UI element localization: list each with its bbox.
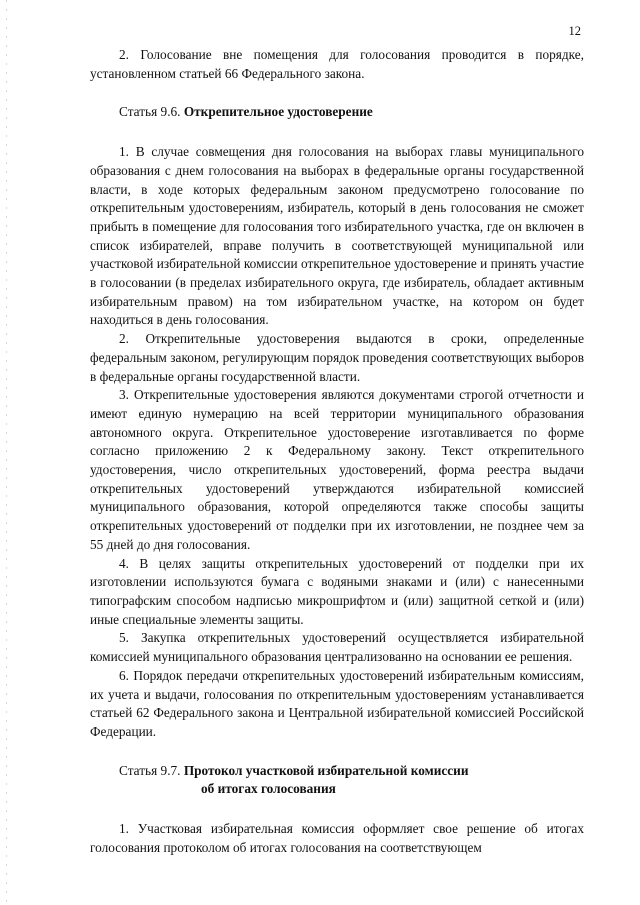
article-9-7-prefix: Статья 9.7. bbox=[119, 762, 184, 778]
article-9-7-title-line2: об итогах голосования bbox=[201, 781, 336, 797]
article-9-7-title-line1: Протокол участковой избирательной комиссии bbox=[183, 762, 469, 778]
article-9-6-paragraph-3: 3. Открепительные удостоверения являются документами строгой отчетности и имеют единую нумерацию на всей территории муниципального образования автономного округа. Открепительное удостоверение изготавливается по форме согласно приложению 2 к Федеральному закону. Текст открепительного удостоверения, число открепительных удостоверений, форма реестра выдачи открепительных удостоверений утверждаются избирательной комиссией муниципального образования, которой определяются также способы защиты открепительных удостоверений от подделки при их изготовлении, не позднее чем за 55 дней до дня голосования. bbox=[90, 387, 584, 552]
article-9-7-paragraph-1: 1. Участковая избирательная комиссия оформляет свое решение об итогах голосования протоколом об итогах голосования на соответствующем bbox=[90, 821, 584, 855]
article-9-6-paragraph-5: 5. Закупка открепительных удостоверений осуществляется избирательной комиссией муниципального образования централизованно на основании ее решения. bbox=[90, 630, 584, 665]
article-9-6-paragraph-2: 2. Открепительные удостоверения выдаются в сроки, определенные федеральным законом, регулирующим порядок проведения соответствующих выборов в федеральные органы государственной власти. bbox=[90, 331, 584, 384]
article-9-6-prefix: Статья 9.6. bbox=[119, 104, 184, 120]
document-body bbox=[90, 46, 584, 857]
article-9-6-paragraph-1: 1. В случае совмещения дня голосования на выборах главы муниципального образования с днем голосования на выборах в федеральные органы государственной власти, в ходе которых федеральным законом предусмотрено голосование по открепительным удостоверениям, избиратель, который в день голосования не сможет прибыть в помещение для голосования того избирательного участка, где он включен в список избирателей, вправе получить в соответствующей муниципальной или участковой избирательной комиссии открепительное удостоверение и принять участие в голосовании (в пределах избирательного округа, где избиратель, обладает активным избирательным правом) на том избирательном участке, на котором он будет находиться в день голосования. bbox=[90, 144, 584, 328]
article-9-6-paragraph-6: 6. Порядок передачи открепительных удостоверений избирательным комиссиям, их учета и выдачи, голосования по открепительным удостоверениям устанавливается статьей 62 Федерального закона и Центральной избирательной комиссией Российской Федерации. bbox=[90, 667, 584, 739]
article-9-6-title: Открепительное удостоверение bbox=[183, 104, 373, 120]
article-9-7-heading bbox=[90, 762, 584, 781]
page-number: 12 bbox=[568, 24, 581, 38]
article-9-6-paragraph-4: 4. В целях защиты открепительных удостоверений от подделки при их изготовлении используются бумага с водяными знаками и (или) с нанесенными типографским способом надписью микрошрифтом и (или) защитной сеткой и (или) иные специальные элементы защиты. bbox=[90, 555, 584, 627]
intro-paragraph: 2. Голосование вне помещения для голосования проводится в порядке, установленном статьей 66 Федерального закона. bbox=[90, 47, 584, 81]
article-9-6-heading bbox=[90, 103, 584, 122]
scan-edge bbox=[6, 0, 7, 905]
